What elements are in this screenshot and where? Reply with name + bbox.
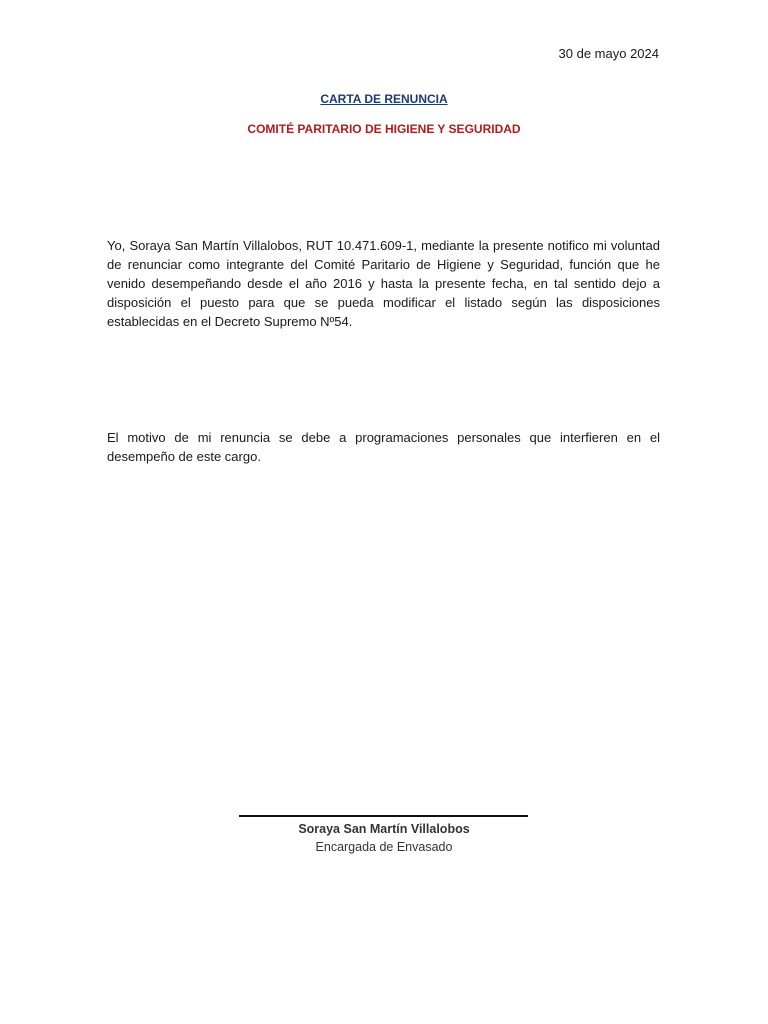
- body-paragraph-1: Yo, Soraya San Martín Villalobos, RUT 10.471.609-1, mediante la presente notifico mi voluntad de renunciar como integrante del Comité Paritario de Higiene y Seguridad, función que he venido desempeñando desde el año 2016 y hasta la presente fecha, en tal sentido dejo a disposición el puesto para que se pueda modificar el listado según las disposiciones establecidas en el Decreto Supremo Nº54.: [107, 238, 660, 329]
- signature-role: Encargada de Envasado: [315, 840, 453, 854]
- signature-line: [239, 815, 528, 817]
- letter-date: 30 de mayo 2024: [558, 46, 659, 61]
- letter-subtitle: COMITÉ PARITARIO DE HIGIENE Y SEGURIDAD: [247, 122, 521, 136]
- body-paragraph-2: El motivo de mi renuncia se debe a programaciones personales que interfieren en el desempeño de este cargo.: [107, 430, 660, 464]
- signature-name: Soraya San Martín Villalobos: [298, 822, 470, 836]
- letter-title: CARTA DE RENUNCIA: [320, 92, 448, 106]
